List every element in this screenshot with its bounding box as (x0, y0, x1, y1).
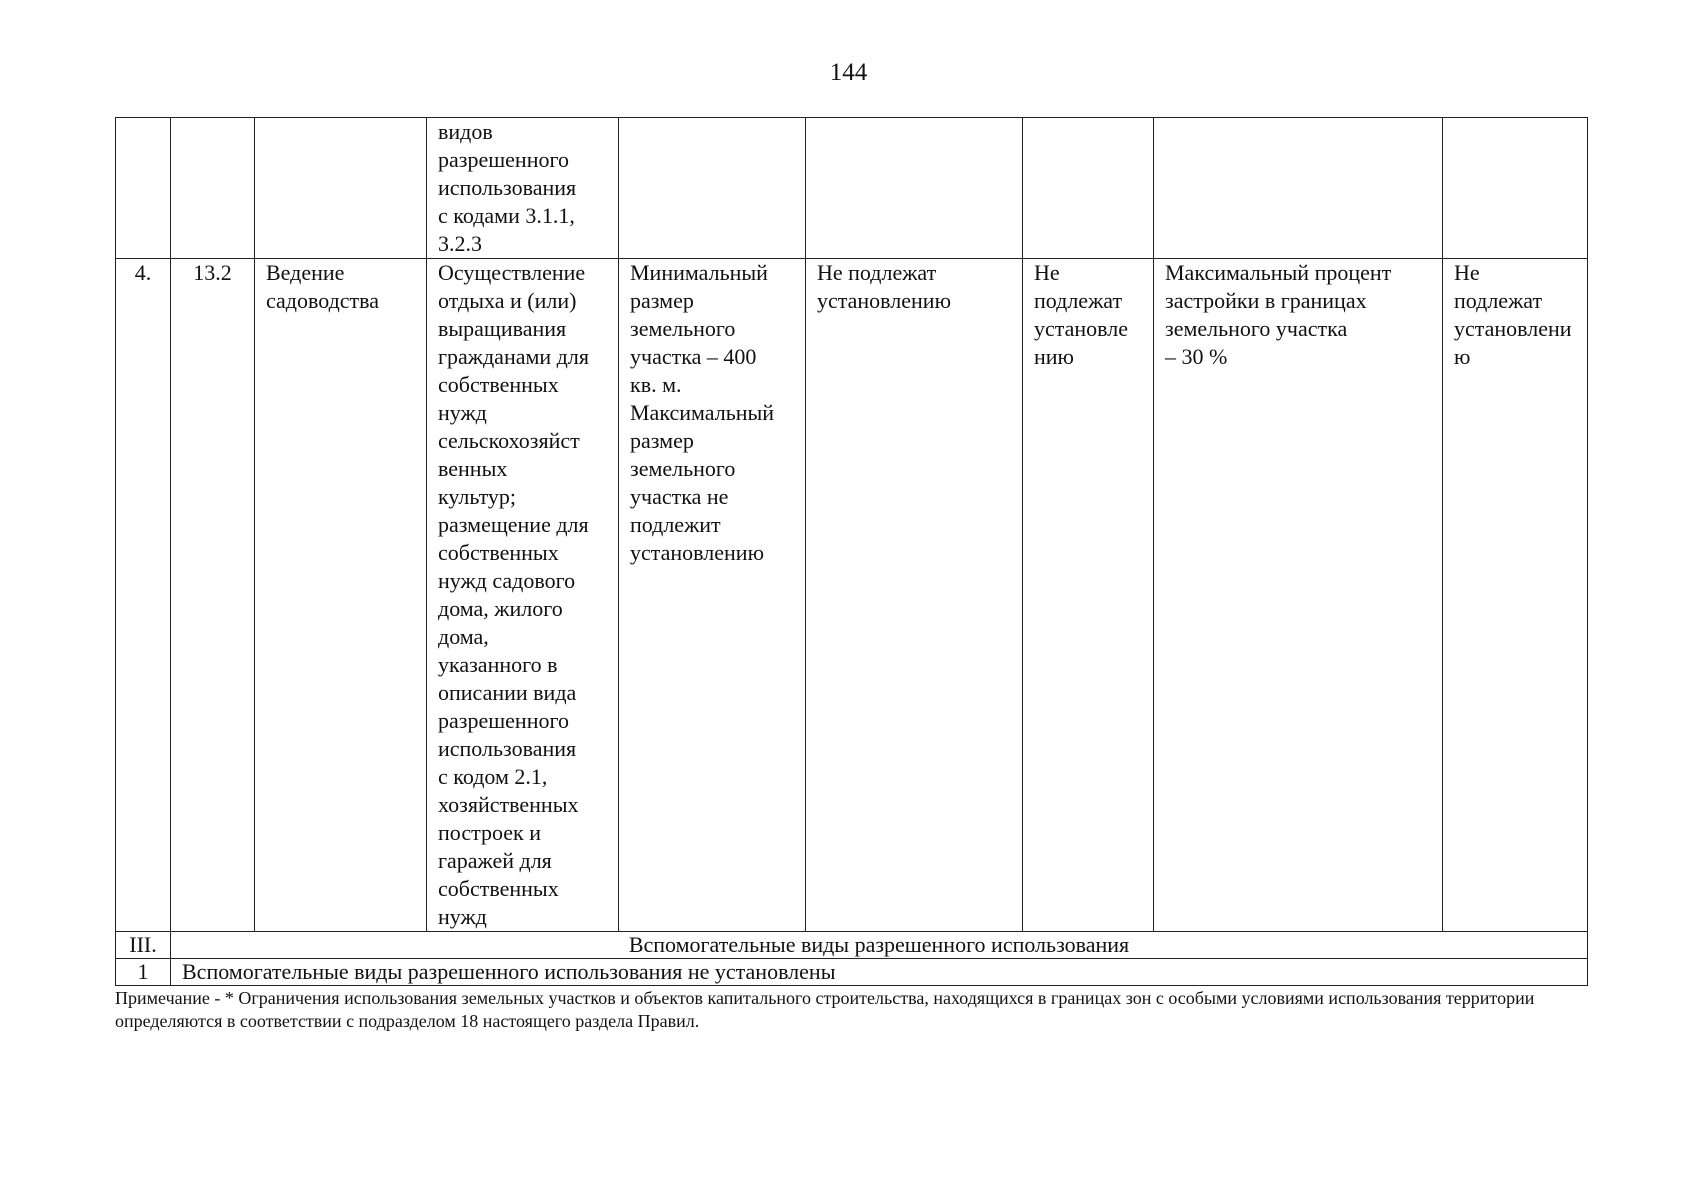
cell-coverage: Максимальный процент застройки в границах земельного участка – 30 % (1154, 259, 1443, 932)
cell-floors (1023, 118, 1154, 259)
table-row-continuation (116, 118, 1588, 259)
cell-use-description: Осуществление отдыха и (или) выращивания гражданами для собственных нужд сельскохозяйст венных культур; размещение для собственных нужд садового дома, жилого дома, указанного в описании вида разрешенного использования с кодом 2.1, хозяйственных построек и гаражей для собственных нужд (427, 259, 619, 932)
cell-plot-size: Минимальный размер земельного участка – 400 кв. м. Максимальный размер земельного участка не подлежит установлению (619, 259, 806, 932)
cell-use-name (255, 118, 427, 259)
table-row-section-header (116, 932, 1588, 959)
cell-coverage (1154, 118, 1443, 259)
cell-other (1443, 118, 1588, 259)
cell-use-description: видов разрешенного использования с кодами 3.1.1, 3.2.3 (427, 118, 619, 259)
cell-setbacks: Не подлежат установлению (806, 259, 1023, 932)
cell-plot-size (619, 118, 806, 259)
cell-number (116, 118, 171, 259)
page-number: 144 (829, 59, 868, 86)
cell-code: 13.2 (171, 259, 255, 932)
cell-floors: Не подлежат установле нию (1023, 259, 1154, 932)
cell-section-number: III. (116, 932, 171, 959)
table-row-4 (116, 259, 1588, 932)
cell-other: Не подлежат установлени ю (1443, 259, 1588, 932)
cell-use-name: Ведение садоводства (255, 259, 427, 932)
cell-setbacks (806, 118, 1023, 259)
footnote: Примечание - * Ограничения использования земельных участков и объектов капитального строительства, находящихся в границах зон с особыми условиями использования территории определяются в соответствии с подразделом 18 настоящего раздела Правил. (115, 988, 1535, 1031)
cell-number: 1 (116, 959, 171, 986)
cell-number: 4. (116, 259, 171, 932)
cell-code (171, 118, 255, 259)
land-use-table (115, 117, 1588, 986)
cell-row-text: Вспомогательные виды разрешенного использования не установлены (171, 959, 1588, 986)
cell-section-title: Вспомогательные виды разрешенного использования (171, 932, 1588, 959)
table-row-1 (116, 959, 1588, 986)
